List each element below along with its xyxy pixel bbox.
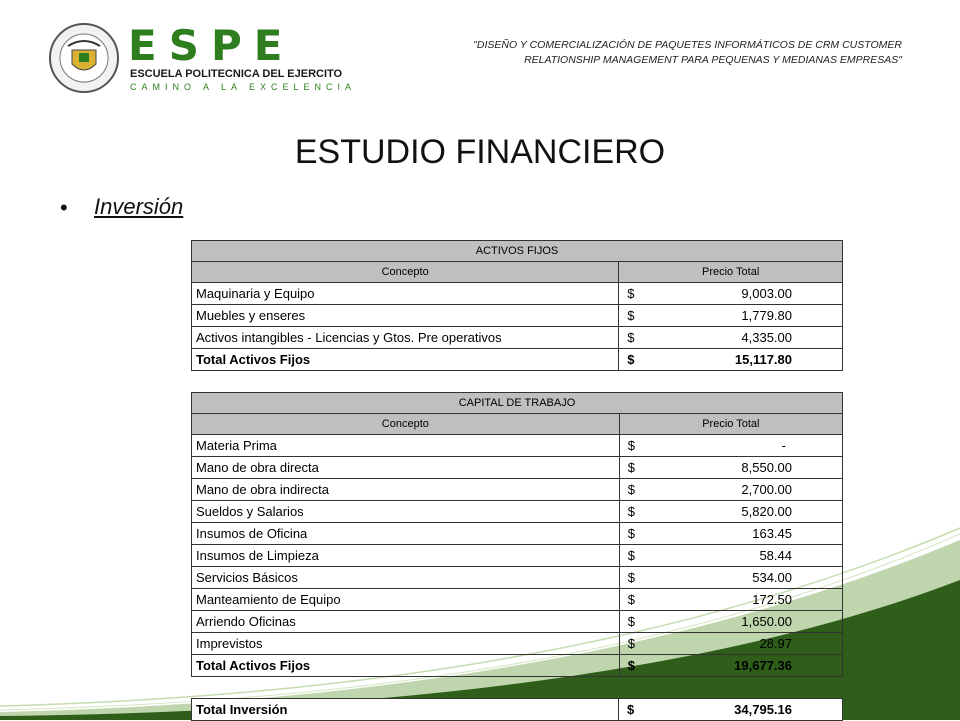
currency-symbol: $ (627, 592, 635, 607)
table-row (192, 479, 843, 501)
table-row (192, 589, 843, 611)
currency-symbol: $ (627, 438, 635, 453)
total-row (192, 655, 843, 677)
table-row (192, 283, 843, 305)
brand-motto: CAMINO A LA EXCELENCIA (130, 82, 357, 92)
table-header: CAPITAL DE TRABAJO (192, 393, 843, 414)
concepto-cell: Imprevistos (192, 633, 620, 655)
currency-symbol: $ (627, 702, 635, 717)
currency-symbol: $ (627, 658, 635, 673)
price-cell (619, 283, 843, 305)
grand-total-label: Total Inversión (192, 699, 619, 721)
price-value: 172.50 (752, 592, 792, 607)
concepto-cell: Maquinaria y Equipo (192, 283, 619, 305)
column-header-concepto: Concepto (192, 262, 619, 283)
total-inversion-table (191, 698, 843, 721)
column-header-precio: Precio Total (619, 262, 843, 283)
currency-symbol: $ (627, 614, 635, 629)
activos-fijos-table (191, 240, 843, 371)
price-value: 163.45 (752, 526, 792, 541)
currency-symbol: $ (627, 526, 635, 541)
price-cell (619, 457, 842, 479)
table-row (192, 545, 843, 567)
currency-symbol: $ (627, 352, 635, 367)
column-header-precio: Precio Total (619, 414, 842, 435)
price-cell (619, 523, 842, 545)
concepto-cell: Arriendo Oficinas (192, 611, 620, 633)
table-row (192, 523, 843, 545)
price-value: 9,003.00 (741, 286, 792, 301)
total-label: Total Activos Fijos (192, 655, 620, 677)
concepto-cell: Materia Prima (192, 435, 620, 457)
concepto-cell: Servicios Básicos (192, 567, 620, 589)
currency-symbol: $ (627, 308, 635, 323)
price-value: 2,700.00 (741, 482, 792, 497)
grand-total-value: 34,795.16 (734, 702, 792, 717)
currency-symbol: $ (627, 286, 635, 301)
total-value: 15,117.80 (734, 352, 792, 367)
currency-symbol: $ (627, 548, 635, 563)
price-value: 1,650.00 (741, 614, 792, 629)
total-value: 19,677.36 (734, 658, 792, 673)
currency-symbol: $ (627, 482, 635, 497)
table-row (192, 633, 843, 655)
concepto-cell: Manteamiento de Equipo (192, 589, 620, 611)
brand-subtitle: ESCUELA POLITECNICA DEL EJERCITO (130, 68, 343, 80)
concepto-cell: Mano de obra directa (192, 457, 620, 479)
concepto-cell: Insumos de Limpieza (192, 545, 620, 567)
price-cell (619, 567, 842, 589)
quote-line-2: RELATIONSHIP MANAGEMENT PARA PEQUENAS Y MEDIANAS EMPRESAS" (524, 54, 902, 66)
price-cell (619, 589, 842, 611)
price-cell (619, 611, 842, 633)
price-value: - (781, 438, 786, 453)
brand-name: ESPE (128, 21, 295, 70)
total-price-cell (619, 349, 843, 371)
price-cell (619, 327, 843, 349)
price-cell (619, 435, 842, 457)
currency-symbol: $ (627, 636, 635, 651)
currency-symbol: $ (627, 570, 635, 585)
price-cell (619, 479, 842, 501)
concepto-cell: Muebles y enseres (192, 305, 619, 327)
espe-logo (48, 21, 357, 94)
price-value: 8,550.00 (741, 460, 792, 475)
price-cell (619, 633, 842, 655)
currency-symbol: $ (627, 460, 635, 475)
price-cell (619, 305, 843, 327)
section-heading: Inversión (94, 194, 184, 219)
price-cell (619, 545, 842, 567)
capital-trabajo-table (191, 392, 843, 677)
concepto-cell: Mano de obra indirecta (192, 479, 620, 501)
price-value: 4,335.00 (741, 330, 792, 345)
table-row (192, 457, 843, 479)
concepto-cell: Sueldos y Salarios (192, 501, 620, 523)
price-value: 5,820.00 (741, 504, 792, 519)
grand-total-row (192, 699, 843, 721)
price-value: 28.97 (759, 636, 792, 651)
total-price-cell (619, 655, 842, 677)
table-row (192, 435, 843, 457)
quote-line-1: "DISEÑO Y COMERCIALIZACIÓN DE PAQUETES INFORMÁTICOS DE CRM CUSTOMER (473, 39, 902, 51)
concepto-cell: Activos intangibles - Licencias y Gtos. Pre operativos (192, 327, 619, 349)
grand-total-price-cell (619, 699, 843, 721)
seal-icon (48, 22, 120, 94)
price-value: 1,779.80 (741, 308, 792, 323)
concepto-cell: Insumos de Oficina (192, 523, 620, 545)
price-value: 534.00 (752, 570, 792, 585)
currency-symbol: $ (627, 330, 635, 345)
total-row (192, 349, 843, 371)
page-title: ESTUDIO FINANCIERO (294, 133, 666, 171)
table-row (192, 567, 843, 589)
table-header: ACTIVOS FIJOS (192, 241, 843, 262)
table-row (192, 305, 843, 327)
table-row (192, 611, 843, 633)
currency-symbol: $ (627, 504, 635, 519)
project-title-quote (462, 38, 902, 68)
table-row (192, 501, 843, 523)
price-value: 58.44 (759, 548, 792, 563)
price-cell (619, 501, 842, 523)
bullet-icon: • (60, 195, 68, 220)
total-label: Total Activos Fijos (192, 349, 619, 371)
column-header-concepto: Concepto (192, 414, 620, 435)
table-row (192, 327, 843, 349)
